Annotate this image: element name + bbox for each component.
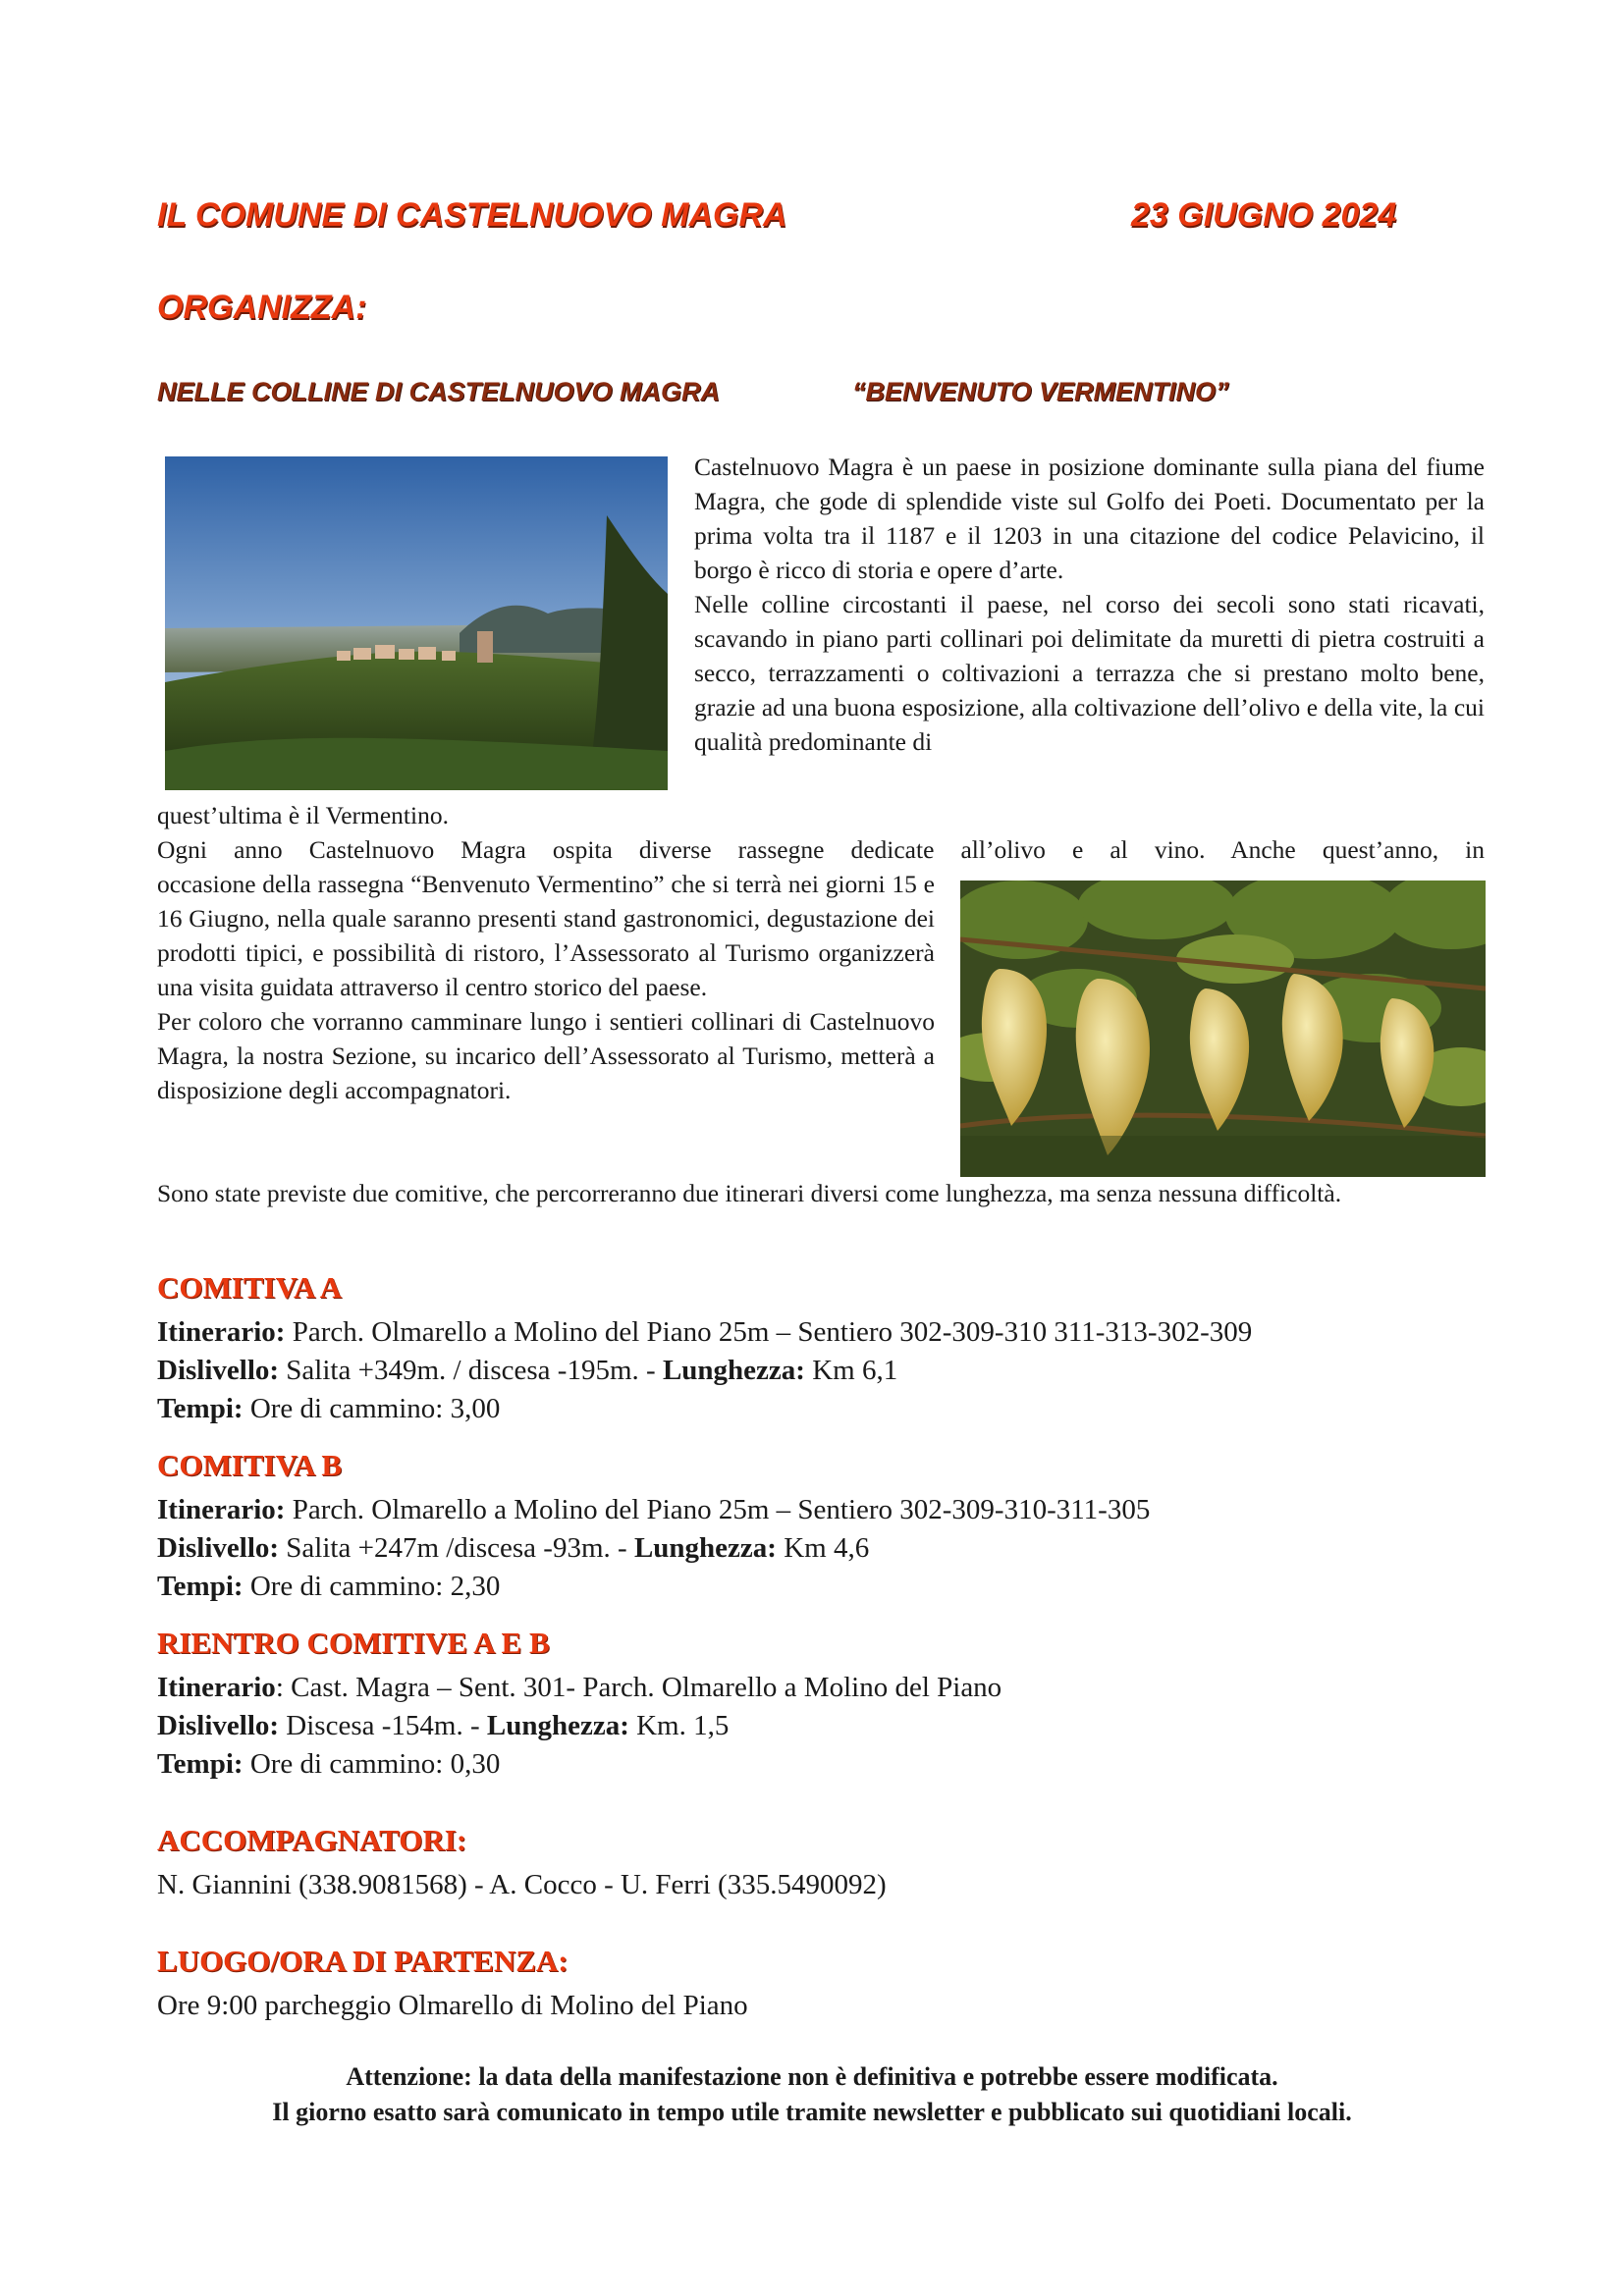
comitiva-b-itinerario xyxy=(157,1491,1150,1528)
value: Parch. Olmarello a Molino del Piano 25m – Sentiero 302-309-310-311-305 xyxy=(292,1494,1151,1525)
value: Km. 1,5 xyxy=(636,1710,730,1741)
comitiva-a-tempi xyxy=(157,1390,500,1427)
comitiva-a-dislivello xyxy=(157,1352,897,1389)
label: Itinerario xyxy=(157,1672,276,1703)
intro-paragraph-2-end xyxy=(157,798,1485,867)
value: : Cast. Magra – Sent. 301- Parch. Olmarello a Molino del Piano xyxy=(275,1672,1002,1703)
value: Discesa -154m. - xyxy=(286,1710,480,1741)
label: Itinerario: xyxy=(157,1316,286,1348)
value: Salita +247m /discesa -93m. - xyxy=(286,1532,627,1564)
label: Lunghezza: xyxy=(633,1532,777,1564)
header-organizza: ORGANIZZA: xyxy=(157,289,367,326)
accompagnatori-title: ACCOMPAGNATORI: xyxy=(157,1823,467,1857)
intro-paragraph-1 xyxy=(694,450,1485,759)
intro-text-2: Nelle colline circostanti il paese, nel corso dei secoli sono stati ricavati, scavando in piano parti collinari poi delimitate da muretti di pietra costruiti a secco, terrazzamenti o coltivazioni a terrazza che si prestano molto bene, grazie ad una buona esposizione, alla coltivazione dell’olivo e della vite, la cui qualità predominante di xyxy=(694,590,1485,756)
label: Tempi: xyxy=(157,1748,244,1780)
label: Itinerario: xyxy=(157,1494,286,1525)
label: Tempi: xyxy=(157,1393,244,1424)
value: Ore di cammino: 0,30 xyxy=(249,1748,501,1780)
value: Km 6,1 xyxy=(812,1355,898,1386)
value: Salita +349m. / discesa -195m. - xyxy=(286,1355,656,1386)
label: Dislivello: xyxy=(157,1710,280,1741)
accompagnatori-text: N. Giannini (338.9081568) - A. Cocco - U. Ferri (335.5490092) xyxy=(157,1869,887,1900)
comitiva-b-tempi xyxy=(157,1568,500,1605)
rientro-title: RIENTRO COMITIVE A E B xyxy=(157,1626,550,1660)
label: Tempi: xyxy=(157,1571,244,1602)
intro-text-4: Per coloro che vorranno camminare lungo i sentieri collinari di Castelnuovo Magra, la nostra Sezione, su incarico dell’Assessorato al Turismo, metterà a disposizione degli accompagnatori. xyxy=(157,1007,935,1104)
village-landscape-image xyxy=(165,456,668,790)
value: Km 4,6 xyxy=(784,1532,870,1564)
label: Lunghezza: xyxy=(486,1710,629,1741)
partenza-text: Ore 9:00 parcheggio Olmarello di Molino del Piano xyxy=(157,1990,748,2021)
header-subtitle-left: NELLE COLLINE DI CASTELNUOVO MAGRA xyxy=(157,377,720,406)
label: Lunghezza: xyxy=(662,1355,805,1386)
label: Dislivello: xyxy=(157,1355,280,1386)
intro-paragraph-5 xyxy=(157,1176,1485,1210)
intro-text-3-line1: Ogni anno Castelnuovo Magra ospita diverse rassegne dedicate all’olivo e al vino. Anche quest’anno, in xyxy=(157,835,1485,864)
value: Parch. Olmarello a Molino del Piano 25m – Sentiero 302-309-310 311-313-302-309 xyxy=(292,1316,1253,1348)
comitiva-a-itinerario xyxy=(157,1313,1252,1351)
comitiva-b-dislivello xyxy=(157,1529,869,1567)
value: Ore di cammino: 3,00 xyxy=(249,1393,501,1424)
header-org: IL COMUNE DI CASTELNUOVO MAGRA xyxy=(157,196,787,234)
intro-paragraph-3 xyxy=(157,867,935,1107)
notice-line-1: Attenzione: la data della manifestazione non è definitiva e potrebbe essere modificata. xyxy=(346,2062,1278,2091)
notice-line-2: Il giorno esatto sarà comunicato in tempo utile tramite newsletter e pubblicato sui quotidiani locali. xyxy=(272,2098,1352,2126)
value: Ore di cammino: 2,30 xyxy=(249,1571,501,1602)
comitiva-a-title: COMITIVA A xyxy=(157,1270,343,1305)
comitiva-b-title: COMITIVA B xyxy=(157,1448,343,1482)
intro-text-5: Sono state previste due comitive, che percorreranno due itinerari diversi come lunghezza, ma senza nessuna difficoltà. xyxy=(157,1179,1342,1207)
label: Dislivello: xyxy=(157,1532,280,1564)
header-date: 23 GIUGNO 2024 xyxy=(1131,196,1397,234)
partenza-title: LUOGO/ORA DI PARTENZA: xyxy=(157,1944,568,1978)
header-subtitle-right: “BENVENUTO VERMENTINO” xyxy=(852,377,1229,406)
intro-text-2-end: quest’ultima è il Vermentino. xyxy=(157,801,449,829)
rientro-dislivello xyxy=(157,1707,729,1744)
vineyard-grapes-image xyxy=(960,881,1486,1177)
rientro-itinerario xyxy=(157,1669,1001,1706)
intro-text-3-rest: occasione della rassegna “Benvenuto Vermentino” che si terrà nei giorni 15 e 16 Giugno, nella quale saranno presenti stand gastronomici, degustazione dei prodotti tipici, e possibilità di ristoro, l’Assessorato al Turismo organizzerà una visita guidata attraverso il centro storico del paese. xyxy=(157,870,935,1001)
intro-text-1: Castelnuovo Magra è un paese in posizione dominante sulla piana del fiume Magra, che gode di splendide viste sul Golfo dei Poeti. Documentato per la prima volta tra il 1187 e il 1203 in una citazione del codice Pelavicino, il borgo è ricco di storia e opere d’arte. xyxy=(694,453,1485,584)
rientro-tempi xyxy=(157,1745,500,1783)
